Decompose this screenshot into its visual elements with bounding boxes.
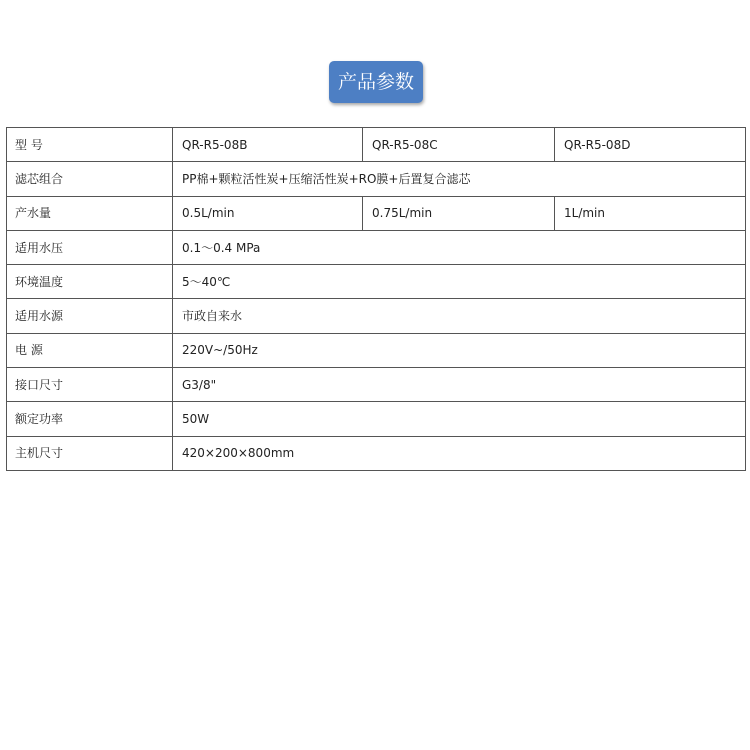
row-label-connector-size: 接口尺寸 bbox=[7, 368, 173, 402]
value-water-output-b: 0.5L/min bbox=[173, 196, 363, 230]
row-label-water-source: 适用水源 bbox=[7, 299, 173, 333]
table-row bbox=[7, 265, 746, 299]
model-cell-b: QR-R5-08B bbox=[173, 128, 363, 162]
value-water-pressure: 0.1～0.4 MPa bbox=[173, 230, 746, 264]
section-title-badge: 产品参数 bbox=[329, 61, 423, 103]
model-cell-c: QR-R5-08C bbox=[363, 128, 555, 162]
row-label-power-supply: 电 源 bbox=[7, 333, 173, 367]
table-row bbox=[7, 333, 746, 367]
value-filter-combo: PP棉+颗粒活性炭+压缩活性炭+RO膜+后置复合滤芯 bbox=[173, 162, 746, 196]
table-row bbox=[7, 436, 746, 470]
row-label-filter-combo: 滤芯组合 bbox=[7, 162, 173, 196]
value-connector-size: G3/8" bbox=[173, 368, 746, 402]
row-label-water-output: 产水量 bbox=[7, 196, 173, 230]
row-label-unit-dimensions: 主机尺寸 bbox=[7, 436, 173, 470]
table-row bbox=[7, 196, 746, 230]
value-water-output-c: 0.75L/min bbox=[363, 196, 555, 230]
table-row bbox=[7, 368, 746, 402]
table-row bbox=[7, 128, 746, 162]
model-cell-d: QR-R5-08D bbox=[555, 128, 746, 162]
value-ambient-temp: 5～40℃ bbox=[173, 265, 746, 299]
value-rated-power: 50W bbox=[173, 402, 746, 436]
row-label-rated-power: 额定功率 bbox=[7, 402, 173, 436]
product-spec-table bbox=[6, 127, 746, 471]
value-water-output-d: 1L/min bbox=[555, 196, 746, 230]
table-row bbox=[7, 299, 746, 333]
table-row bbox=[7, 230, 746, 264]
row-label-water-pressure: 适用水压 bbox=[7, 230, 173, 264]
row-label-model: 型 号 bbox=[7, 128, 173, 162]
table-row bbox=[7, 162, 746, 196]
value-water-source: 市政自来水 bbox=[173, 299, 746, 333]
value-power-supply: 220V~/50Hz bbox=[173, 333, 746, 367]
row-label-ambient-temp: 环境温度 bbox=[7, 265, 173, 299]
table-row bbox=[7, 402, 746, 436]
value-unit-dimensions: 420×200×800mm bbox=[173, 436, 746, 470]
